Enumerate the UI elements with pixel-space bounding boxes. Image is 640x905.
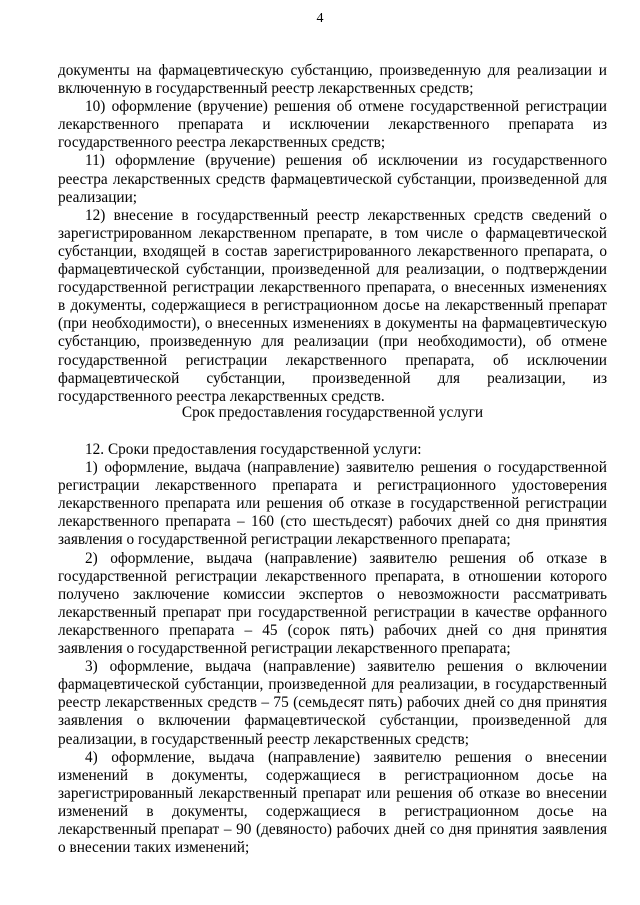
paragraph-item-10: 10) оформление (вручение) решения об отмене государственной регистрации лекарственного препарата и исключении лекарственного препарата из государственного реестра лекарственных средств; xyxy=(58,98,607,152)
section-heading: Срок предоставления государственной услуги xyxy=(181,404,484,421)
bottom-text-block xyxy=(58,441,607,857)
section-heading-block xyxy=(58,404,607,422)
top-text-block xyxy=(58,62,607,406)
paragraph-clause-12: 12. Сроки предоставления государственной услуги: xyxy=(85,441,422,458)
paragraph-item-12: 12) внесение в государственный реестр лекарственных средств сведений о зарегистрированном лекарственном препарате, в том числе о фармацевтической субстанции, входящей в состав зарегистрированного лекарственного препарата, о фармацевтической субстанции, произведенной для реализации, о подтверждении государственной регистрации лекарственного препарата, о внесенных изменениях в документы, содержащиеся в регистрационном досье на лекарственный препарат (при необходимости), о внесенных изменениях в документы на фармацевтическую субстанцию, произведенную для реализации (при необходимости), об отмене государственной регистрации лекарственного препарата, об исключении фармацевтической субстанции, произведенной для реализации, из государственного реестра лекарственных средств. xyxy=(58,206,607,405)
paragraph-item-11: 11) оформление (вручение) решения об исключении из государственного реестра лекарственных средств фармацевтической субстанции, произведенной для реализации; xyxy=(58,152,607,206)
page-number: 4 xyxy=(316,11,324,26)
paragraph-term-3: 3) оформление, выдача (направление) заявителю решения о включении фармацевтической субстанции, произведенной для реализации, в государственный реестр лекарственных средств – 75 (семьдесят пять) рабочих дней со дня принятия заявления о включении фармацевтической субстанции, произведенной для реализации, в государственный реестр лекарственных средств; xyxy=(58,658,607,748)
paragraph-term-2: 2) оформление, выдача (направление) заявителю решения об отказе в государственной регистрации лекарственного препарата, в отношении которого получено заключение комиссии экспертов о невозможности рассматривать лекарственный препарат при государственной регистрации в качестве орфанного лекарственного препарата – 45 (сорок пять) рабочих дней со дня принятия заявления о государственной регистрации лекарственного препарата; xyxy=(58,549,607,658)
paragraph-term-1: 1) оформление, выдача (направление) заявителю решения о государственной регистрации лекарственного препарата и регистрационного удостоверения лекарственного препарата или решения об отказе в государственной регистрации лекарственного препарата – 160 (сто шестьдесят) рабочих дней со дня принятия заявления о государственной регистрации лекарственного препарата; xyxy=(58,459,607,549)
paragraph-continuation: документы на фармацевтическую субстанцию, произведенную для реализации и включенную в государственный реестр лекарственных средств; xyxy=(58,62,607,98)
paragraph-term-4: 4) оформление, выдача (направление) заявителю решения о внесении изменений в документы, содержащиеся в регистрационном досье на зарегистрированный лекарственный препарат или решения об отказе во внесении изменений в документы, содержащиеся в регистрационном досье на лекарственный препарат – 90 (девяносто) рабочих дней со дня принятия заявления о внесении таких изменений; xyxy=(58,748,607,857)
